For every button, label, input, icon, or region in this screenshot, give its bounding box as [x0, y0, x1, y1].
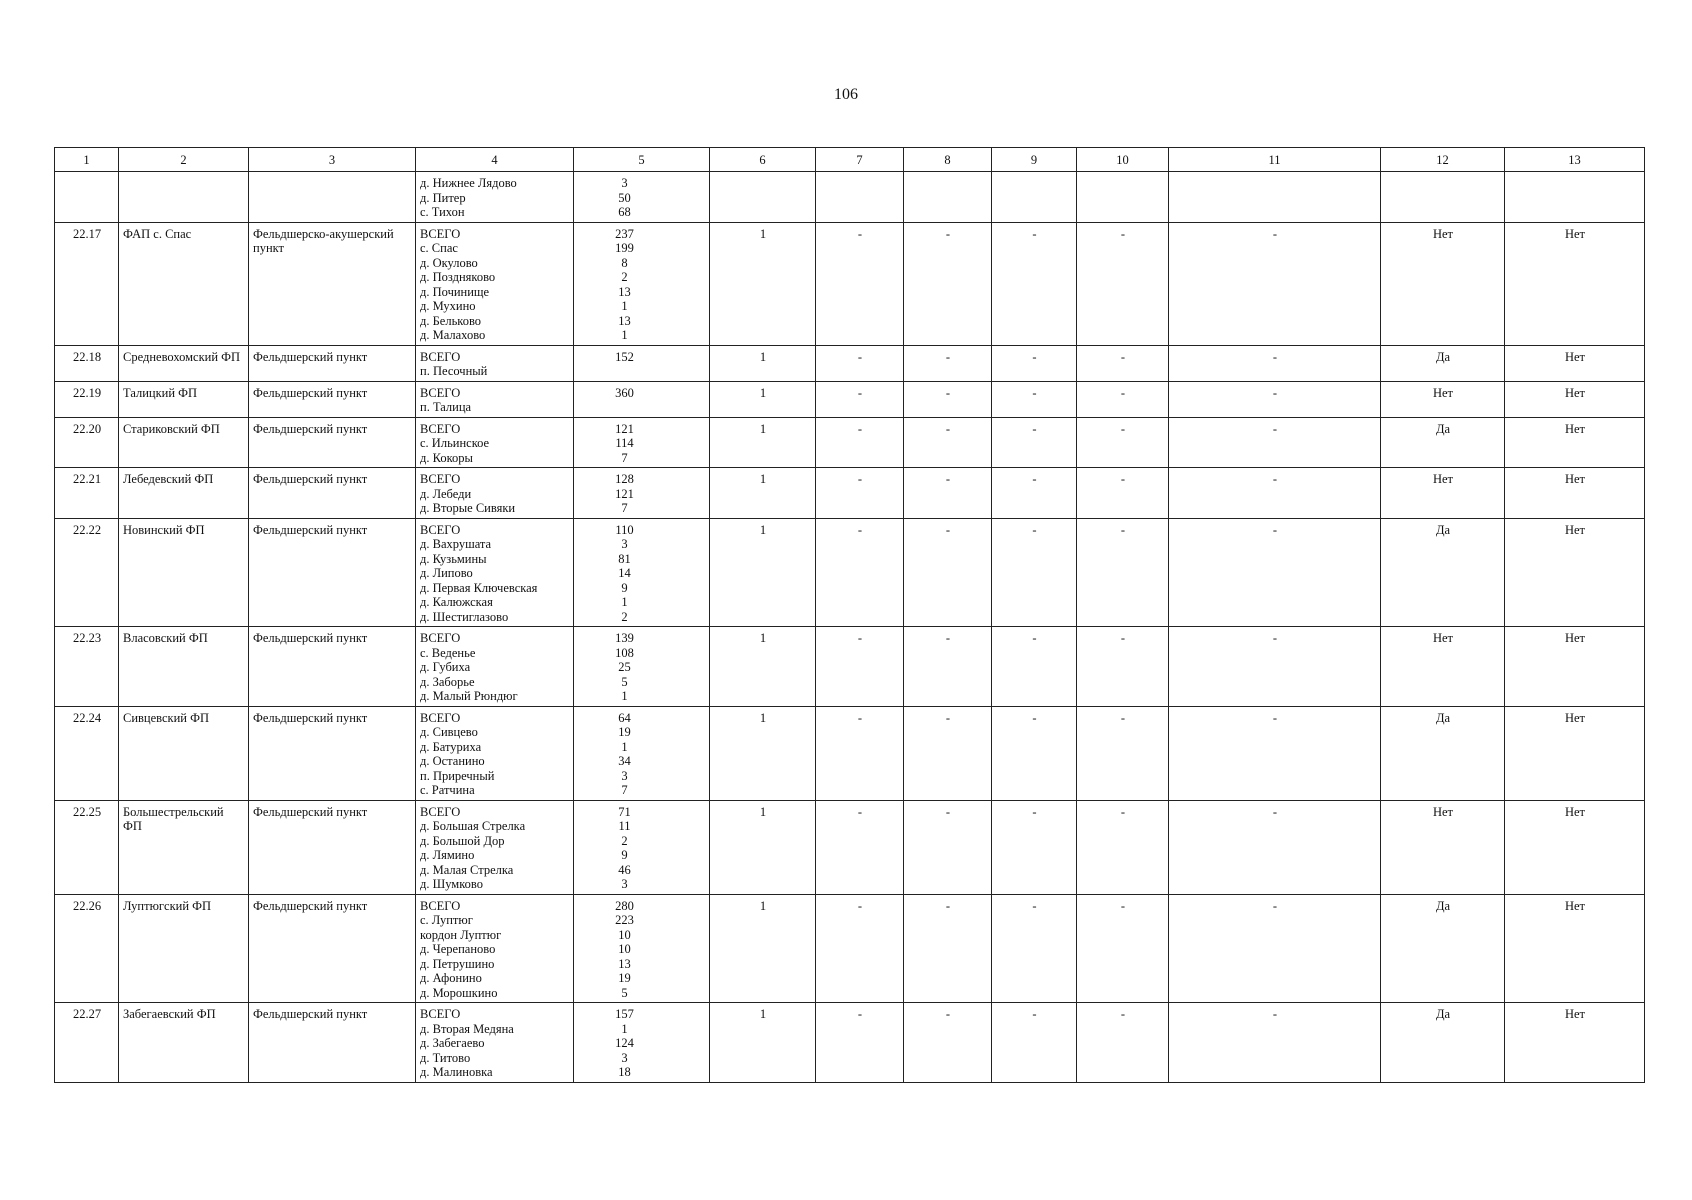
settlement-name: д. Вахрушата [420, 537, 492, 551]
population-cell [574, 627, 710, 707]
table-row [55, 706, 1645, 800]
population-value: 1 [621, 739, 628, 754]
column-header-1: 1 [55, 148, 119, 172]
settlement-name: ВСЕГО [420, 522, 461, 537]
population-value: 25 [618, 660, 631, 674]
column-7-cell: - [816, 518, 904, 627]
column-6-cell: 1 [710, 800, 816, 894]
column-9-cell [992, 172, 1077, 223]
population-value: 139 [615, 631, 634, 645]
column-8-cell: - [904, 381, 992, 417]
column-10-cell: - [1077, 800, 1169, 894]
table-row [55, 518, 1645, 627]
row-number-cell: 22.20 [55, 417, 119, 468]
facility-type-cell: Фельдшерский пункт [249, 518, 416, 627]
population-value: 8 [621, 255, 628, 270]
facility-name-cell: Сивцевский ФП [119, 706, 249, 800]
column-10-cell: - [1077, 345, 1169, 381]
column-13-cell: Нет [1505, 222, 1645, 345]
table-row [55, 468, 1645, 519]
column-10-cell: - [1077, 894, 1169, 1003]
column-13-cell: Нет [1505, 381, 1645, 417]
table-row [55, 627, 1645, 707]
table-row [55, 417, 1645, 468]
settlement-name: д. Липово [420, 566, 473, 580]
facility-name-cell [119, 172, 249, 223]
column-10-cell: - [1077, 1003, 1169, 1083]
population-value: 3 [621, 877, 628, 891]
population-value: 1 [621, 299, 628, 313]
population-value: 46 [618, 862, 631, 877]
column-13-cell [1505, 172, 1645, 223]
column-12-cell: Да [1381, 345, 1505, 381]
column-12-cell [1381, 172, 1505, 223]
population-value: 34 [618, 754, 631, 768]
settlement-name: ВСЕГО [420, 631, 461, 645]
facility-name-cell: Талицкий ФП [119, 381, 249, 417]
population-cell [574, 800, 710, 894]
column-header-11: 11 [1169, 148, 1381, 172]
settlements-cell [416, 172, 574, 223]
population-value: 5 [621, 674, 628, 689]
population-value: 9 [621, 848, 628, 862]
population-value: 2 [621, 609, 628, 624]
population-cell [574, 417, 710, 468]
row-number-cell: 22.25 [55, 800, 119, 894]
column-12-cell: Да [1381, 894, 1505, 1003]
column-12-cell: Да [1381, 518, 1505, 627]
column-6-cell: 1 [710, 627, 816, 707]
population-value: 3 [621, 768, 628, 783]
population-cell [574, 381, 710, 417]
settlement-name: д. Морошкино [420, 985, 498, 1000]
settlement-name: с. Спас [420, 241, 458, 255]
facility-name-cell: Большестрельский ФП [119, 800, 249, 894]
population-cell [574, 345, 710, 381]
settlement-name: д. Малахово [420, 328, 486, 342]
settlement-name: д. Калюжская [420, 595, 493, 609]
facility-type-cell: Фельдшерский пункт [249, 468, 416, 519]
settlements-cell [416, 468, 574, 519]
column-7-cell: - [816, 417, 904, 468]
settlement-name: ВСЕГО [420, 421, 461, 436]
population-value: 7 [621, 783, 628, 797]
column-11-cell: - [1169, 800, 1381, 894]
population-value: 19 [618, 971, 631, 985]
column-6-cell: 1 [710, 1003, 816, 1083]
facility-name-cell: Стариковский ФП [119, 417, 249, 468]
settlement-name: д. Мухино [420, 299, 476, 313]
settlement-name: д. Поздняково [420, 270, 496, 284]
settlement-name: д. Шумково [420, 877, 483, 891]
population-value: 108 [615, 645, 634, 660]
column-9-cell: - [992, 1003, 1077, 1083]
column-13-cell: Нет [1505, 800, 1645, 894]
column-10-cell: - [1077, 518, 1169, 627]
facility-type-cell: Фельдшерский пункт [249, 417, 416, 468]
population-cell [574, 172, 710, 223]
facility-type-cell: Фельдшерский пункт [249, 381, 416, 417]
settlement-name: д. Малиновка [420, 1065, 493, 1079]
column-header-5: 5 [574, 148, 710, 172]
row-number-cell: 22.18 [55, 345, 119, 381]
settlements-cell [416, 627, 574, 707]
population-value: 280 [615, 898, 634, 913]
population-value: 237 [615, 226, 634, 241]
population-value: 2 [621, 270, 628, 284]
column-11-cell: - [1169, 627, 1381, 707]
settlement-name: ВСЕГО [420, 385, 461, 400]
column-6-cell: 1 [710, 468, 816, 519]
header-row [55, 148, 1645, 172]
column-9-cell: - [992, 222, 1077, 345]
column-12-cell: Нет [1381, 222, 1505, 345]
population-value: 124 [615, 1036, 634, 1050]
column-header-12: 12 [1381, 148, 1505, 172]
settlement-name: д. Окулово [420, 255, 478, 270]
column-8-cell: - [904, 800, 992, 894]
population-value: 223 [615, 913, 634, 927]
facility-type-cell: Фельдшерский пункт [249, 706, 416, 800]
settlements-cell [416, 222, 574, 345]
page-number: 106 [834, 86, 858, 103]
population-cell [574, 1003, 710, 1083]
column-10-cell: - [1077, 222, 1169, 345]
settlement-name: д. Афонино [420, 971, 482, 985]
population-value: 11 [618, 819, 631, 833]
facility-type-cell [249, 172, 416, 223]
table-row [55, 222, 1645, 345]
column-header-2: 2 [119, 148, 249, 172]
facility-name-cell: Власовский ФП [119, 627, 249, 707]
population-value: 152 [615, 349, 634, 364]
facility-name-cell: Луптюгский ФП [119, 894, 249, 1003]
column-10-cell: - [1077, 417, 1169, 468]
column-7-cell: - [816, 706, 904, 800]
table-row [55, 345, 1645, 381]
column-8-cell: - [904, 894, 992, 1003]
column-7-cell: - [816, 800, 904, 894]
column-8-cell: - [904, 1003, 992, 1083]
population-value: 13 [618, 313, 631, 328]
row-number-cell: 22.21 [55, 468, 119, 519]
settlement-name: д. Петрушино [420, 956, 495, 971]
settlement-name: п. Приречный [420, 768, 495, 783]
settlements-cell [416, 345, 574, 381]
facility-type-cell: Фельдшерско-акушерский пункт [249, 222, 416, 345]
column-13-cell: Нет [1505, 1003, 1645, 1083]
column-12-cell: Да [1381, 417, 1505, 468]
settlement-name: д. Забегаево [420, 1036, 485, 1050]
column-7-cell: - [816, 1003, 904, 1083]
settlement-name: д. Батуриха [420, 739, 482, 754]
column-8-cell: - [904, 222, 992, 345]
column-header-6: 6 [710, 148, 816, 172]
settlement-name: д. Титово [420, 1050, 471, 1065]
column-8-cell: - [904, 706, 992, 800]
table-body [55, 172, 1645, 1083]
settlements-cell [416, 1003, 574, 1083]
column-6-cell: 1 [710, 706, 816, 800]
facility-name-cell: Новинский ФП [119, 518, 249, 627]
population-value: 1 [621, 689, 628, 703]
column-11-cell: - [1169, 417, 1381, 468]
table-row [55, 172, 1645, 223]
column-11-cell: - [1169, 345, 1381, 381]
settlement-name: с. Тихон [420, 205, 465, 219]
column-11-cell [1169, 172, 1381, 223]
column-12-cell: Нет [1381, 468, 1505, 519]
column-11-cell: - [1169, 518, 1381, 627]
column-11-cell: - [1169, 381, 1381, 417]
column-10-cell: - [1077, 381, 1169, 417]
column-13-cell: Нет [1505, 468, 1645, 519]
table-row [55, 381, 1645, 417]
population-value: 114 [615, 436, 634, 450]
population-cell [574, 706, 710, 800]
settlement-name: ВСЕГО [420, 898, 461, 913]
settlement-name: кордон Луптюг [420, 927, 502, 942]
column-header-3: 3 [249, 148, 416, 172]
column-header-13: 13 [1505, 148, 1645, 172]
settlement-name: ВСЕГО [420, 472, 461, 486]
settlement-name: с. Ильинское [420, 436, 490, 450]
settlement-name: д. Бельково [420, 313, 482, 328]
column-6-cell: 1 [710, 222, 816, 345]
population-cell [574, 894, 710, 1003]
column-13-cell: Нет [1505, 627, 1645, 707]
column-6-cell: 1 [710, 518, 816, 627]
column-11-cell: - [1169, 468, 1381, 519]
settlement-name: д. Починище [420, 284, 490, 299]
population-cell [574, 518, 710, 627]
settlement-name: д. Нижнее Лядово [420, 176, 517, 190]
settlements-cell [416, 417, 574, 468]
population-value: 3 [621, 176, 628, 190]
settlement-name: д. Вторые Сивяки [420, 501, 516, 515]
settlement-name: ВСЕГО [420, 804, 461, 819]
settlement-name: д. Кузьмины [420, 551, 487, 566]
facility-name-cell: Лебедевский ФП [119, 468, 249, 519]
settlement-name: д. Лямино [420, 848, 475, 862]
table-row [55, 800, 1645, 894]
settlement-name: д. Сивцево [420, 725, 478, 739]
column-header-7: 7 [816, 148, 904, 172]
column-13-cell: Нет [1505, 706, 1645, 800]
settlement-name: д. Малый Рюндюг [420, 689, 518, 703]
settlement-name: с. Луптюг [420, 913, 473, 927]
settlement-name: д. Кокоры [420, 450, 473, 465]
row-number-cell: 22.27 [55, 1003, 119, 1083]
column-7-cell: - [816, 222, 904, 345]
row-number-cell: 22.22 [55, 518, 119, 627]
facility-name-cell: Средневохомский ФП [119, 345, 249, 381]
population-value: 121 [615, 421, 634, 436]
column-10-cell [1077, 172, 1169, 223]
column-10-cell: - [1077, 627, 1169, 707]
row-number-cell: 22.23 [55, 627, 119, 707]
settlement-name: д. Губиха [420, 660, 471, 674]
population-value: 128 [615, 472, 634, 486]
column-11-cell: - [1169, 1003, 1381, 1083]
population-value: 71 [618, 804, 631, 819]
column-9-cell: - [992, 706, 1077, 800]
column-7-cell: - [816, 627, 904, 707]
column-8-cell: - [904, 417, 992, 468]
settlement-name: ВСЕГО [420, 349, 461, 364]
column-9-cell: - [992, 894, 1077, 1003]
population-value: 13 [618, 956, 631, 971]
population-value: 157 [615, 1007, 634, 1021]
row-number-cell: 22.26 [55, 894, 119, 1003]
column-8-cell: - [904, 345, 992, 381]
settlement-name: д. Черепаново [420, 942, 496, 956]
settlement-name: д. Шестиглазово [420, 609, 509, 624]
settlement-name: д. Заборье [420, 674, 475, 689]
settlement-name: ВСЕГО [420, 1007, 461, 1021]
settlement-name: д. Первая Ключевская [420, 580, 538, 595]
settlement-name: д. Большой Дор [420, 833, 505, 848]
population-value: 14 [618, 566, 631, 580]
settlement-name: п. Песочный [420, 364, 488, 378]
settlement-name: ВСЕГО [420, 226, 461, 241]
settlement-name: д. Вторая Медяна [420, 1021, 514, 1036]
column-9-cell: - [992, 468, 1077, 519]
settlements-cell [416, 518, 574, 627]
facility-type-cell: Фельдшерский пункт [249, 1003, 416, 1083]
population-value: 3 [621, 1050, 628, 1065]
population-value: 64 [618, 710, 631, 725]
column-6-cell: 1 [710, 417, 816, 468]
population-value: 13 [618, 284, 631, 299]
population-value: 10 [618, 927, 631, 942]
row-number-cell [55, 172, 119, 223]
population-value: 1 [621, 328, 628, 342]
facility-name-cell: Забегаевский ФП [119, 1003, 249, 1083]
column-13-cell: Нет [1505, 894, 1645, 1003]
column-6-cell: 1 [710, 381, 816, 417]
settlement-name: с. Ратчина [420, 783, 475, 797]
population-value: 68 [618, 205, 631, 219]
column-header-8: 8 [904, 148, 992, 172]
column-6-cell: 1 [710, 345, 816, 381]
column-9-cell: - [992, 417, 1077, 468]
population-value: 19 [618, 725, 631, 739]
column-8-cell: - [904, 627, 992, 707]
column-8-cell [904, 172, 992, 223]
settlements-cell [416, 800, 574, 894]
column-13-cell: Нет [1505, 417, 1645, 468]
column-8-cell: - [904, 518, 992, 627]
population-value: 121 [615, 486, 634, 501]
population-value: 18 [618, 1065, 631, 1079]
column-6-cell: 1 [710, 894, 816, 1003]
column-12-cell: Нет [1381, 627, 1505, 707]
column-12-cell: Да [1381, 1003, 1505, 1083]
row-number-cell: 22.17 [55, 222, 119, 345]
column-12-cell: Нет [1381, 381, 1505, 417]
facility-name-cell: ФАП с. Спас [119, 222, 249, 345]
column-7-cell: - [816, 468, 904, 519]
row-number-cell: 22.19 [55, 381, 119, 417]
settlement-name: д. Большая Стрелка [420, 819, 526, 833]
settlements-cell [416, 381, 574, 417]
column-9-cell: - [992, 518, 1077, 627]
settlement-name: п. Талица [420, 400, 472, 414]
population-cell [574, 222, 710, 345]
settlement-name: д. Лебеди [420, 486, 472, 501]
settlement-name: д. Питер [420, 190, 466, 205]
population-value: 2 [621, 833, 628, 848]
column-10-cell: - [1077, 706, 1169, 800]
column-header-9: 9 [992, 148, 1077, 172]
column-7-cell: - [816, 894, 904, 1003]
column-9-cell: - [992, 381, 1077, 417]
population-value: 9 [621, 580, 628, 595]
column-11-cell: - [1169, 222, 1381, 345]
table-header [55, 148, 1645, 172]
settlement-name: с. Веденье [420, 645, 476, 660]
column-9-cell: - [992, 345, 1077, 381]
population-value: 50 [618, 190, 631, 205]
column-header-10: 10 [1077, 148, 1169, 172]
population-value: 5 [621, 985, 628, 1000]
population-value: 199 [615, 241, 634, 255]
population-value: 10 [618, 942, 631, 956]
column-7-cell [816, 172, 904, 223]
facility-type-cell: Фельдшерский пункт [249, 345, 416, 381]
population-value: 7 [621, 450, 628, 465]
column-header-4: 4 [416, 148, 574, 172]
column-12-cell: Нет [1381, 800, 1505, 894]
settlement-name: ВСЕГО [420, 710, 461, 725]
column-12-cell: Да [1381, 706, 1505, 800]
column-7-cell: - [816, 381, 904, 417]
column-13-cell: Нет [1505, 345, 1645, 381]
column-8-cell: - [904, 468, 992, 519]
row-number-cell: 22.24 [55, 706, 119, 800]
settlements-cell [416, 894, 574, 1003]
population-value: 81 [618, 551, 631, 566]
facilities-table [54, 147, 1645, 1083]
column-7-cell: - [816, 345, 904, 381]
column-11-cell: - [1169, 706, 1381, 800]
column-11-cell: - [1169, 894, 1381, 1003]
column-9-cell: - [992, 800, 1077, 894]
column-9-cell: - [992, 627, 1077, 707]
population-value: 7 [621, 501, 628, 515]
table-row [55, 894, 1645, 1003]
column-10-cell: - [1077, 468, 1169, 519]
population-value: 110 [615, 522, 634, 537]
column-6-cell [710, 172, 816, 223]
population-value: 1 [621, 595, 628, 609]
population-value: 1 [621, 1021, 628, 1036]
settlements-cell [416, 706, 574, 800]
population-value: 360 [615, 385, 634, 400]
facility-type-cell: Фельдшерский пункт [249, 627, 416, 707]
settlement-name: д. Останино [420, 754, 485, 768]
population-value: 3 [621, 537, 628, 551]
facility-type-cell: Фельдшерский пункт [249, 800, 416, 894]
settlement-name: д. Малая Стрелка [420, 862, 514, 877]
facility-type-cell: Фельдшерский пункт [249, 894, 416, 1003]
table-row [55, 1003, 1645, 1083]
population-cell [574, 468, 710, 519]
column-13-cell: Нет [1505, 518, 1645, 627]
